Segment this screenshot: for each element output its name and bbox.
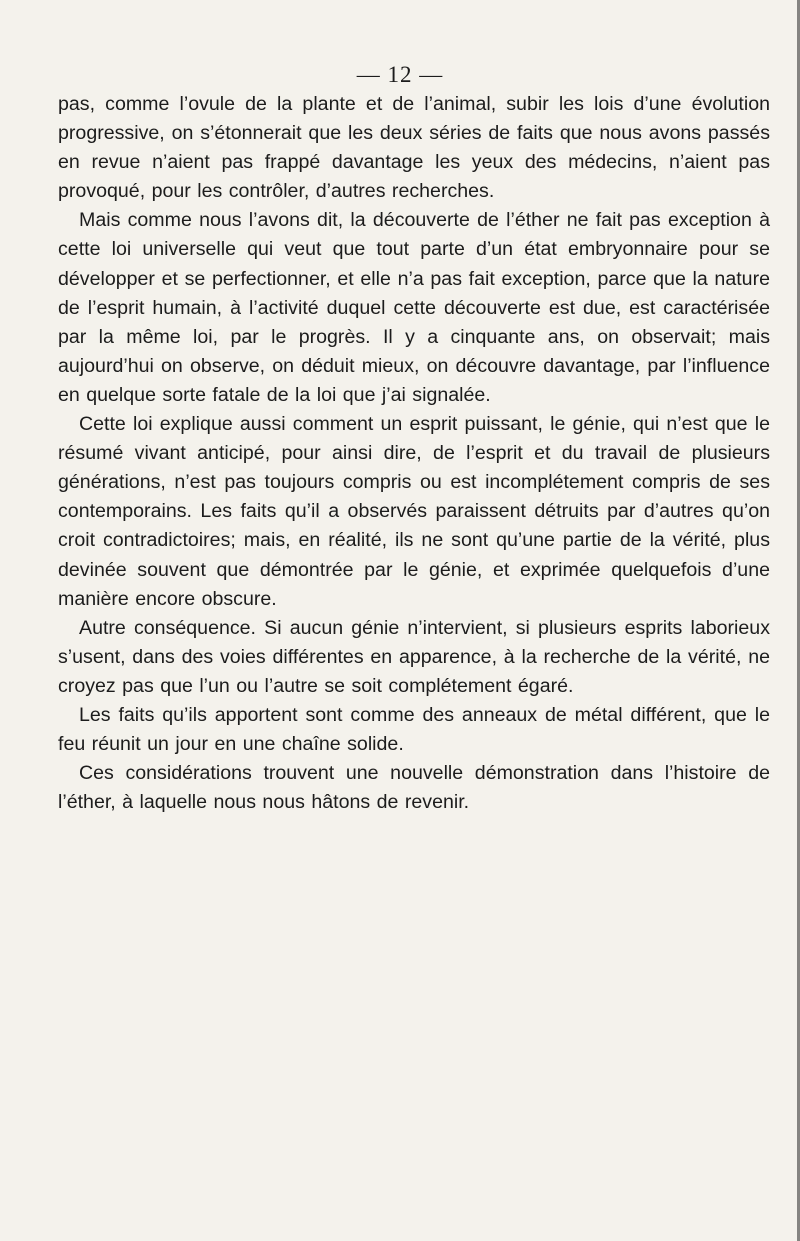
page-number: — 12 — — [356, 62, 444, 87]
paragraph-facts-chain: Les faits qu’ils apportent sont comme des anneaux de métal différent, que le feu réunit un jour en une chaîne solide. — [58, 703, 770, 756]
paragraph-genius: Cette loi explique aussi comment un esprit puissant, le génie, qui n’est que le résumé vivant anticipé, pour ainsi dire, de l’esprit et du travail de plusieurs générations, n’est pas toujours compris ou est incomplétement compris de ses contemporains. Les faits qu’il a observés paraissent détruits par d’autres qu’on croit contradictoires; mais, en réalité, ils ne sont qu’une partie de la vérité, plus devinée souvent que démontrée par le génie, et exprimée quelquefois d’une manière encore obscure. — [58, 413, 770, 610]
paragraph-continuation: pas, comme l’ovule de la plante et de l’animal, subir les lois d’une évolution progressive, on s’étonnerait que les deux séries de faits que nous avons passés en revue n’aient pas frappé davantage les yeux des médecins, n’aient pas provoqué, pour les contrôler, d’autres recherches. — [58, 93, 770, 203]
paragraph-history-ether: Ces considérations trouvent une nouvelle démonstration dans l’histoire de l’éther, à laquelle nous nous hâtons de revenir. — [58, 762, 770, 814]
paragraph-consequence: Autre conséquence. Si aucun génie n’intervient, si plusieurs esprits laborieux s’usent, dans des voies différentes en apparence, à la recherche de la vérité, ne croyez pas que l’un ou l’autre se soit complétement égaré. — [58, 616, 770, 697]
paragraph-ether-discovery: Mais comme nous l’avons dit, la découverte de l’éther ne fait pas exception à cette loi universelle qui veut que tout parte d’un état embryonnaire pour se développer et se perfectionner, et elle n’a pas fait exception, parce que la nature de l’esprit humain, à l’activité duquel cette découverte est due, est caractérisée par la même loi, par le progrès. Il y a cinquante ans, on observait; mais aujourd’hui on observe, on déduit mieux, on découvre davantage, par l’influence en quelque sorte fatale de la loi que j’ai signalée. — [58, 209, 770, 406]
body-text — [58, 90, 770, 817]
